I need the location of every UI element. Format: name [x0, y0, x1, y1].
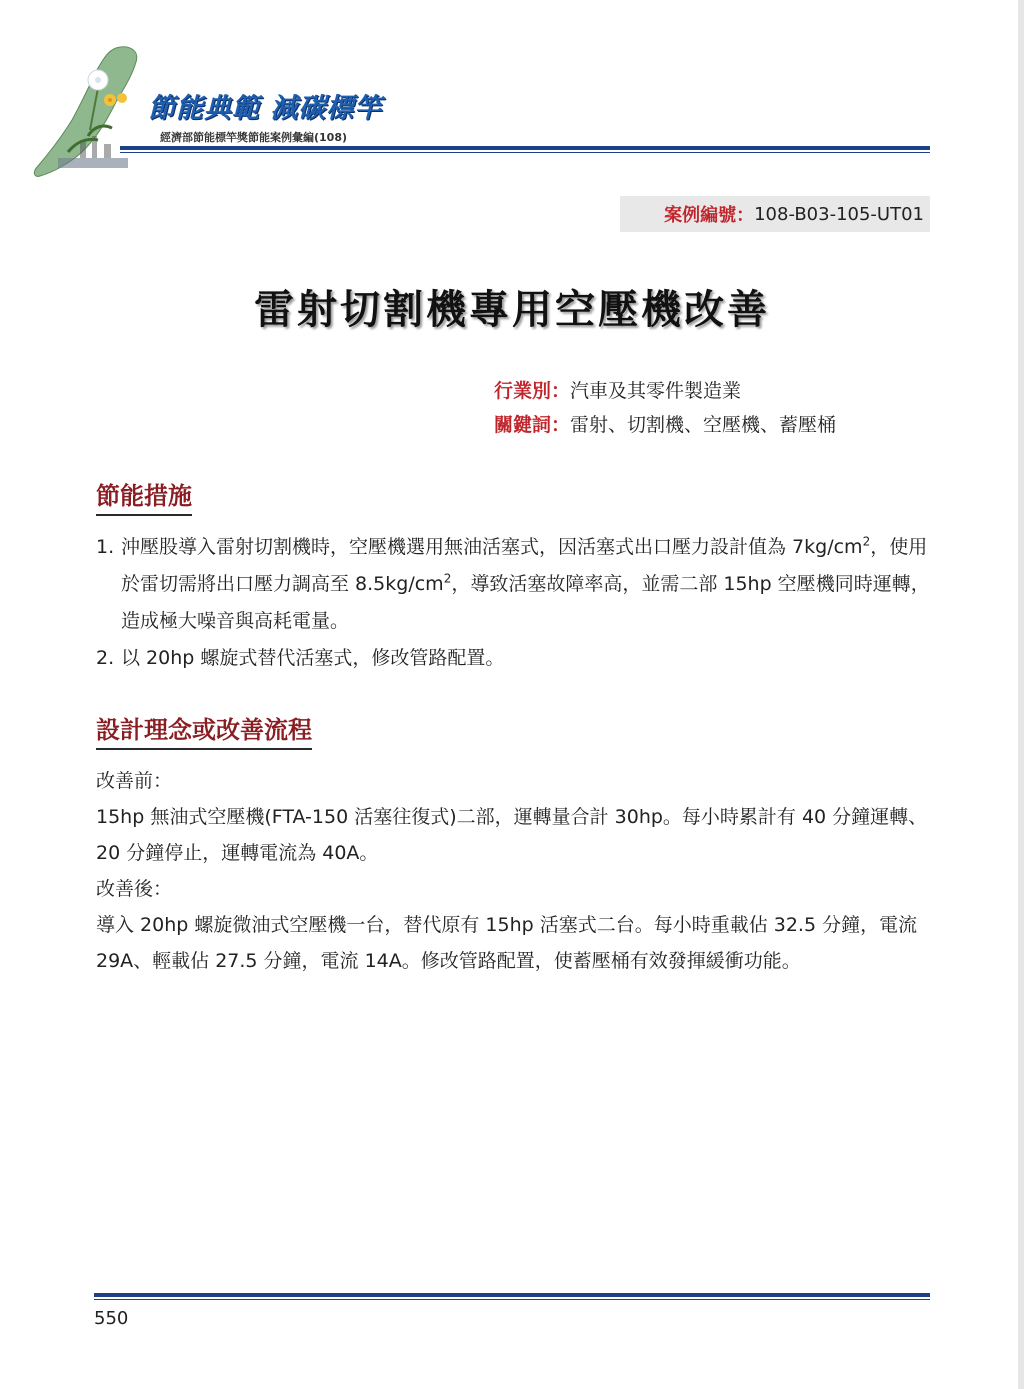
case-number-label: 案例編號：	[664, 205, 755, 226]
page-number: 550	[94, 1308, 129, 1329]
case-number-value: 108-B03-105-UT01	[754, 203, 924, 225]
section-heading-design: 設計理念或改善流程	[96, 710, 312, 750]
footer-rule-thin	[94, 1299, 930, 1300]
list-item	[96, 640, 930, 677]
measures-list	[96, 529, 930, 677]
keywords-label: 關鍵詞：	[494, 414, 571, 436]
footer-rule	[94, 1293, 930, 1297]
logo-subtitle: 經濟部節能標竿獎節能案例彙編(108)	[160, 131, 348, 144]
section-heading-measures: 節能措施	[96, 476, 192, 516]
header-rule-thin	[120, 152, 930, 153]
before-label: 改善前：	[96, 770, 173, 792]
industry-label: 行業別：	[494, 380, 571, 402]
case-number-box	[620, 196, 930, 232]
after-text: 導入 20hp 螺旋微油式空壓機一台，替代原有 15hp 活塞式二台。每小時重載佔 32.5 分鐘，電流 29A、輕載佔 27.5 分鐘，電流 14A。修改管路配置，使蓄壓桶有效發揮緩衝功能。	[96, 914, 918, 972]
page-title: 雷射切割機專用空壓機改善	[254, 287, 770, 333]
industry-value: 汽車及其零件製造業	[570, 380, 742, 402]
list-item	[96, 529, 930, 640]
list-item-number: 1.	[96, 536, 115, 558]
after-label: 改善後：	[96, 878, 173, 900]
taiwan-island-logo-icon	[28, 40, 158, 180]
list-item-number: 2.	[96, 647, 115, 669]
industry-line	[494, 376, 741, 403]
page-edge	[1018, 0, 1024, 1389]
design-body	[96, 763, 930, 979]
keywords-line	[494, 410, 836, 437]
header-rule	[120, 146, 930, 150]
keywords-value: 雷射、切割機、空壓機、蓄壓桶	[570, 414, 837, 436]
list-item-text: 沖壓股導入雷射切割機時，空壓機選用無油活塞式，因活塞式出口壓力設計值為 $7kg/cm^2$，使用於雷切需將出口壓力調高至 $8.5kg/cm^2$，導致活塞故障率高，並需二部 15hp 空壓機同時運轉，造成極大噪音與高耗電量。	[121, 534, 930, 632]
before-text: 15hp 無油式空壓機(FTA-150 活塞往復式)二部，運轉量合計 30hp。每小時累計有 40 分鐘運轉、20 分鐘停止，運轉電流為 40A。	[96, 806, 928, 864]
list-item-text: 以 20hp 螺旋式替代活塞式，修改管路配置。	[121, 647, 505, 669]
logo-title: 節能典範 減碳標竿	[148, 93, 383, 124]
